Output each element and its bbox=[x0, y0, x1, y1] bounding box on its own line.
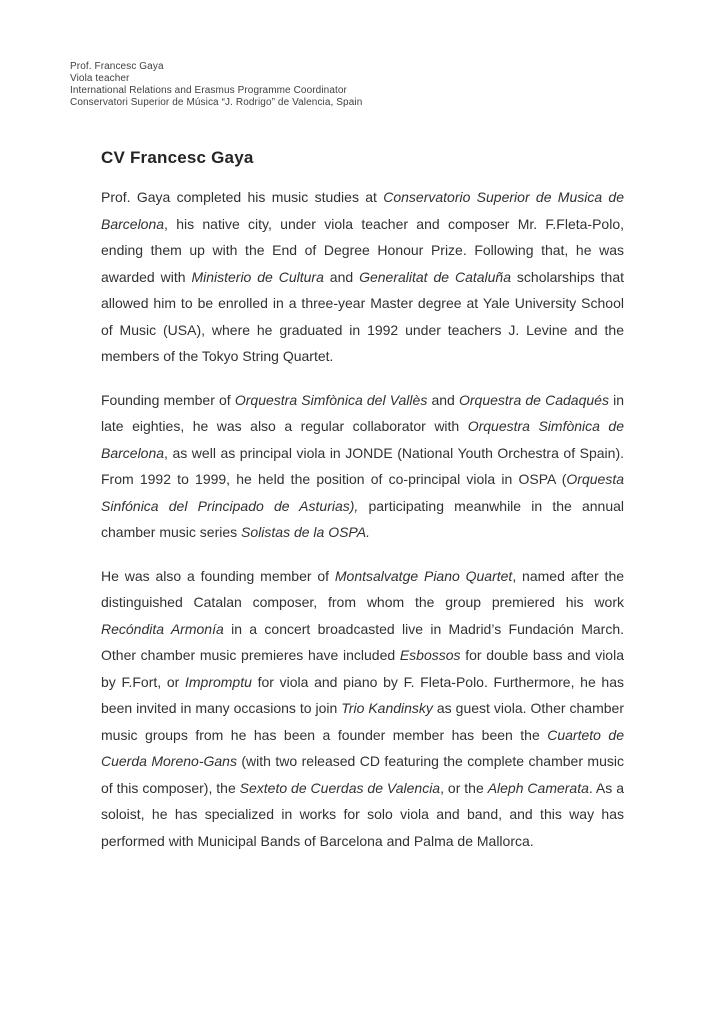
italic-text-run: Sexteto de Cuerdas de Valencia bbox=[239, 779, 441, 796]
text-run: , or the bbox=[440, 779, 488, 796]
paragraphs bbox=[101, 184, 624, 854]
italic-text-run: Solistas de la OSPA. bbox=[241, 524, 370, 540]
paragraph bbox=[101, 184, 624, 370]
letterhead bbox=[70, 61, 362, 109]
italic-text-run: Impromptu bbox=[184, 673, 252, 690]
italic-text-run: Generalitat de Cataluña bbox=[359, 268, 512, 285]
paragraph bbox=[101, 563, 624, 855]
text-run: and bbox=[427, 391, 459, 408]
italic-text-run: Orquesta Sinfónica del Principado de Asturias), bbox=[101, 471, 624, 514]
text-run: , named after the distinguished Catalan composer, from whom the group premiered his work bbox=[101, 567, 625, 610]
italic-text-run: Ministerio de Cultura bbox=[191, 268, 324, 285]
document-body bbox=[101, 147, 624, 871]
text-run: He was also a founding member of bbox=[101, 567, 335, 584]
italic-text-run: Aleph Camerata bbox=[487, 779, 589, 796]
letterhead-line-institution: Conservatori Superior de Música “J. Rodrigo” de Valencia, Spain bbox=[70, 97, 363, 108]
text-run: participating meanwhile in the annual chamber music series bbox=[101, 497, 624, 540]
italic-text-run: Recóndita Armonía bbox=[101, 620, 224, 637]
text-run: for double bass and viola by F.Fort, or bbox=[101, 647, 624, 690]
text-run: in late eighties, he was also a regular collaborator with bbox=[101, 391, 624, 434]
letterhead-line-position: International Relations and Erasmus Programme Coordinator bbox=[70, 85, 347, 96]
text-run: and bbox=[323, 268, 360, 285]
italic-text-run: Orquestra Simfònica del Vallès bbox=[234, 391, 428, 408]
text-run: as guest viola. Other chamber music groups from he has been a founder member has been the bbox=[101, 700, 624, 743]
text-run: Prof. Gaya completed his music studies at bbox=[101, 189, 384, 205]
document-title: CV Francesc Gaya bbox=[101, 148, 254, 167]
letterhead-line-role: Viola teacher bbox=[70, 73, 130, 84]
italic-text-run: Conservatorio Superior de Musica de Barcelona bbox=[101, 189, 624, 232]
text-run: , as well as principal viola in JONDE (National Youth Orchestra of Spain). From 1992 to 1999, he held the position of co-principal viola in OSPA ( bbox=[101, 444, 624, 487]
paragraph bbox=[101, 387, 624, 546]
italic-text-run: Trio Kandinsky bbox=[341, 700, 433, 716]
text-run: , his native city, under viola teacher and composer Mr. F.Fleta-Polo, ending them up with the End of Degree Honour Prize. Following that, he was awarded with bbox=[101, 215, 624, 285]
italic-text-run: Esbossos bbox=[399, 647, 461, 663]
text-run: Founding member of bbox=[101, 391, 235, 408]
italic-text-run: Orquestra Simfònica de Barcelona bbox=[101, 418, 624, 461]
text-run: for viola and piano by F. Fleta-Polo. Furthermore, he has been invited in many occasions to join bbox=[101, 673, 624, 716]
italic-text-run: Montsalvatge Piano Quartet bbox=[334, 567, 513, 584]
letterhead-line-name: Prof. Francesc Gaya bbox=[70, 61, 164, 72]
text-run: . As a soloist, he has specialized in works for solo viola and band, and this way has performed with Municipal Bands of Barcelona and Palma de Mallorca. bbox=[101, 779, 624, 849]
text-run: in a concert broadcasted live in Madrid’s Fundación March. Other chamber music premieres have included bbox=[101, 620, 625, 663]
italic-text-run: Orquestra de Cadaqués bbox=[459, 391, 609, 408]
text-run: scholarships that allowed him to be enrolled in a three-year Master degree at Yale University School of Music (USA), where he graduated in 1992 under teachers J. Levine and the members of the Tokyo String Quartet. bbox=[101, 268, 625, 364]
text-run: (with two released CD featuring the complete chamber music of this composer), the bbox=[101, 753, 624, 796]
italic-text-run: Cuarteto de Cuerda Moreno-Gans bbox=[101, 726, 624, 769]
